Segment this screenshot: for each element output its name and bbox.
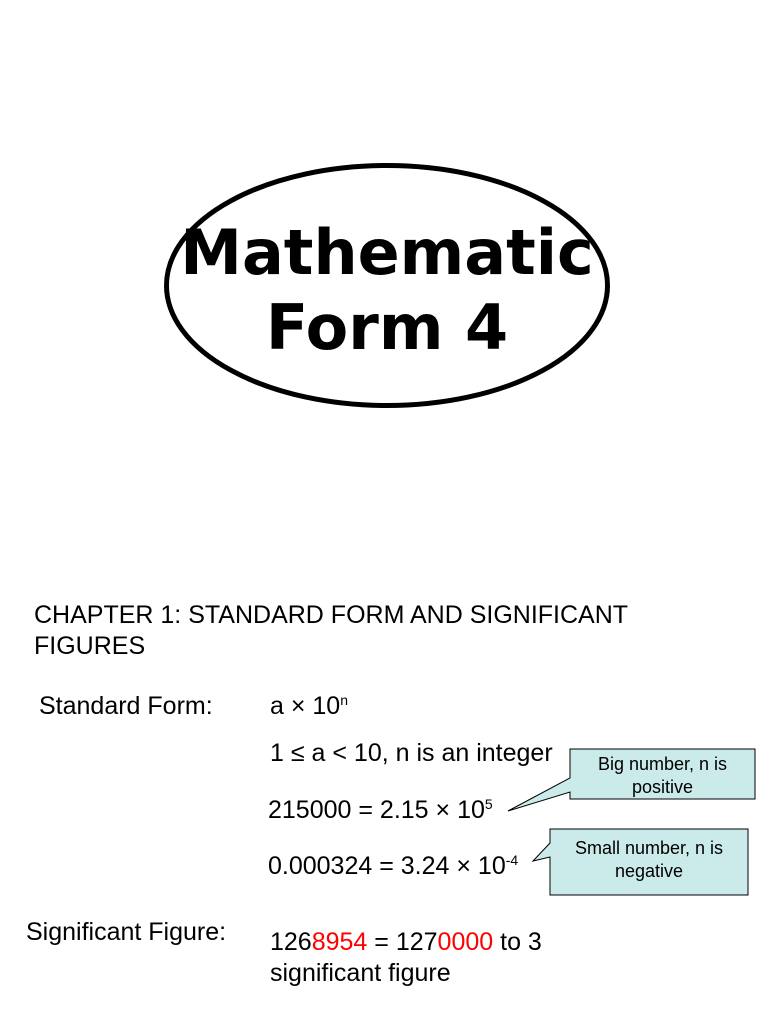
sig-segment-highlighted: 8954 bbox=[311, 928, 368, 956]
callout-small-number-line-1: Small number, n is bbox=[574, 838, 724, 858]
chapter-heading bbox=[34, 600, 628, 662]
callout-small-number-line-2: negative bbox=[614, 861, 684, 881]
callout-small-number-text bbox=[550, 837, 748, 883]
chapter-heading-line-1: CHAPTER 1: STANDARD FORM AND SIGNIFICANT bbox=[34, 601, 629, 629]
title-line-2: Form 4 bbox=[265, 291, 509, 364]
example-small-exponent: -4 bbox=[505, 852, 519, 868]
sig-segment: to 3 bbox=[493, 928, 542, 956]
example-small-base: 0.000324 = 3.24 × 10 bbox=[268, 852, 506, 880]
formula-exponent: n bbox=[340, 692, 348, 708]
example-big-exponent: 5 bbox=[484, 796, 493, 812]
significant-figure-label: Significant Figure: bbox=[26, 918, 227, 946]
chapter-heading-line-2: FIGURES bbox=[34, 632, 146, 660]
standard-form-label: Standard Form: bbox=[39, 692, 213, 720]
standard-form-condition: 1 ≤ a < 10, n is an integer bbox=[270, 739, 553, 767]
sig-segment: 126 bbox=[270, 928, 312, 956]
significant-figure-example bbox=[270, 927, 542, 989]
slide-title bbox=[164, 215, 610, 365]
standard-form-formula bbox=[270, 691, 348, 722]
callout-big-number-line-2: positive bbox=[631, 777, 694, 797]
standard-form-example-small bbox=[268, 851, 518, 882]
significant-figure-example-line-1 bbox=[270, 927, 542, 958]
formula-base: a × 10 bbox=[270, 692, 341, 720]
callout-big-number-text bbox=[570, 753, 755, 799]
title-line-1: Mathematic bbox=[180, 216, 594, 289]
sig-segment: = 127 bbox=[367, 928, 438, 956]
significant-figure-example-line-2: significant figure bbox=[270, 959, 451, 987]
callout-big-number-line-1: Big number, n is bbox=[597, 754, 728, 774]
example-big-base: 215000 = 2.15 × 10 bbox=[268, 796, 485, 824]
standard-form-example-big bbox=[268, 795, 493, 826]
sig-segment-highlighted: 0000 bbox=[437, 928, 494, 956]
